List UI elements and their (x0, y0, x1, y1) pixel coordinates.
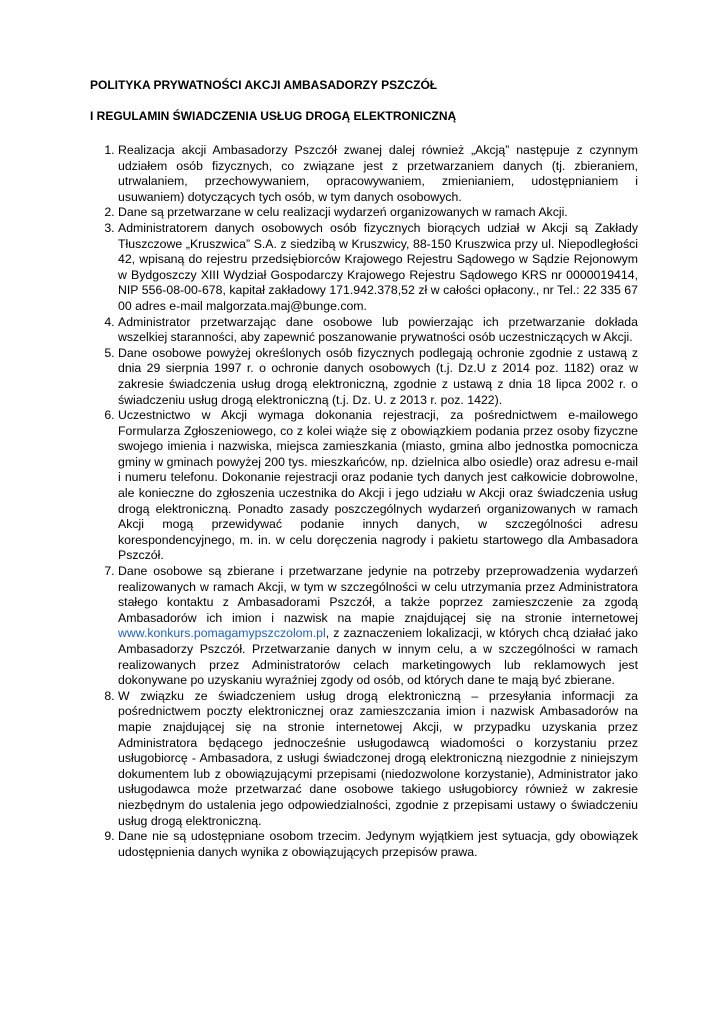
policy-item-1: 1. Realizacja akcji Ambasadorzy Pszczół zwanej dalej również „Akcją” następuje z czynnym udziałem osób fizycznych, co związane jest z przetwarzaniem danych (tj. zbieraniem, utrwalaniem, przechowywaniem, opracowywaniem, zmienianiem, udostępnianiem i usuwaniem) dotyczących tych osób, w tym danych osobowych. (118, 143, 638, 205)
policy-item-6: 6. Uczestnictwo w Akcji wymaga dokonania rejestracji, za pośrednictwem e-mailowego Formularza Zgłoszeniowego, co z kolei wiąże się z obowiązkiem podania przez osoby fizyczne swojego imienia i nazwiska, miejsca zamieszkania (miasto, gmina albo jednostka pomocnicza gminy w gminach powyżej 200 tys. mieszkańców, np. dzielnica albo osiedle) oraz adresu e-mail i numeru telefonu. Dokonanie rejestracji oraz podanie tych danych jest całkowicie dobrowolne, ale konieczne do zgłoszenia uczestnika do Akcji i jego udziału w Akcji oraz świadczenia usług drogą elektroniczną. Ponadto zasady poszczególnych wydarzeń organizowanych w ramach Akcji mogą przewidywać podanie innych danych, w szczególności adresu korespondencyjnego, m. in. w celu doręczenia nagrody i pakietu startowego dla Ambasadora Pszczół. (118, 408, 638, 564)
policy-item-5: 5. Dane osobowe powyżej określonych osób fizycznych podlegają ochronie zgodnie z ustawą z dnia 29 sierpnia 1997 r. o ochronie danych osobowych (t.j. Dz.U z 2014 poz. 1182) oraz w zakresie świadczenia usług drogą elektroniczną, zgodnie z ustawą z dnia 18 lipca 2002 r. o świadczeniu usług drogą elektroniczną (t.j. Dz. U. z 2013 r. poz. 1422). (118, 346, 638, 408)
policy-item-7-text-before: Dane osobowe są zbierane i przetwarzane jedynie na potrzeby przeprowadzenia wydarzeń realizowanych w ramach Akcji, w tym w szczególności w celu utrzymania przez Administratora stałego kontaktu z Ambasadorami Pszczół, a także poprzez zamieszczenie za zgodą Ambasadorów ich imion i nazwisk na mapie znajdującej się na stronie internetowej (118, 564, 638, 625)
policy-item-7 (118, 564, 638, 689)
policy-item-2: 2. Dane są przetwarzane w celu realizacji wydarzeń organizowanych w ramach Akcji. (118, 205, 638, 221)
policy-item-3: 3. Administratorem danych osobowych osób fizycznych biorących udział w Akcji są Zakłady Tłuszczowe „Kruszwica” S.A. z siedzibą w Kruszwicy, 88-150 Kruszwica przy ul. Niepodległości 42, wpisaną do rejestru przedsiębiorców Krajowego Rejestru Sądowego w Sądzie Rejonowym w Bydgoszczy XIII Wydział Gospodarczy Krajowego Rejestru Sądowego KRS nr 0000019414, NIP 556-08-00-678, kapitał zakładowy 171.942.378,52 zł w całości opłacony., nr Tel.: 22 335 67 00 adres e-mail malgorzata.maj@bunge.com. (118, 221, 638, 315)
policy-item-7-text-after: , z zaznaczeniem lokalizacji, w których chcą działać jako Ambasadorzy Pszczół. Przetwarzanie danych w innym celu, a w szczególności w ramach realizowanych przez Administratorów celach marketingowych lub reklamowych jest dokonywane po uzyskaniu wyraźniej zgody od osób, od których dane te mają być zbierane. (118, 626, 638, 688)
document-title-line-2: I REGULAMIN ŚWIADCZENIA USŁUG DROGĄ ELEKTRONICZNĄ (90, 109, 457, 123)
policy-item-4: 4. Administrator przetwarzając dane osobowe lub powierzając ich przetwarzanie dokłada wszelkiej staranności, aby zapewnić poszanowanie prywatności osób uczestniczących w Akcji. (118, 315, 638, 346)
document-title-line-1: POLITYKA PRYWATNOŚCI AKCJI AMBASADORZY PSZCZÓŁ (90, 78, 438, 92)
website-link[interactable]: www.konkurs.pomagamypszczolom.pl (118, 626, 326, 641)
policy-list (118, 143, 638, 860)
policy-item-9: 9. Dane nie są udostępniane osobom trzecim. Jedynym wyjątkiem jest sytuacja, gdy obowiązek udostępnienia danych wynika z obowiązujących przepisów prawa. (118, 829, 638, 860)
policy-item-8: 8. W związku ze świadczeniem usług drogą elektroniczną – przesyłania informacji za pośrednictwem poczty elektronicznej oraz zamieszczania imion i nazwisk Ambasadorów na mapie znajdującej się na stronie internetowej Akcji, w przypadku uzyskania przez Administratora będącego jednocześnie usługodawcą wiadomości o korzystaniu przez usługobiorcę - Ambasadora, z usługi świadczonej drogą elektroniczną niezgodnie z niniejszym dokumentem lub z obowiązującymi przepisami (niedozwolone korzystanie), Administrator jako usługodawca może przetwarzać dane osobowe takiego usługobiorcy również w zakresie niezbędnym do ustalenia jego odpowiedzialności, zgodnie z przepisami ustawy o świadczeniu usług drogą elektroniczną. (118, 689, 638, 829)
